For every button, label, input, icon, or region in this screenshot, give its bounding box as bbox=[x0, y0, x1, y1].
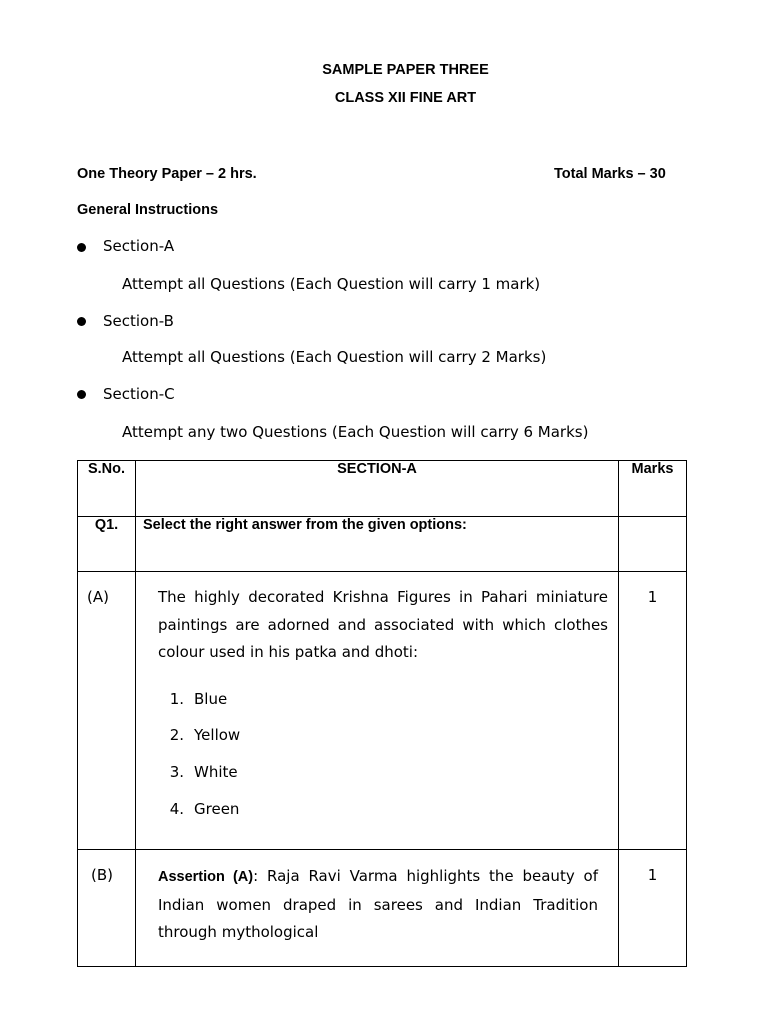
table-header-row bbox=[78, 461, 687, 517]
option-number: 1. bbox=[169, 689, 184, 708]
option-number: 3. bbox=[169, 762, 184, 781]
option-text: Yellow bbox=[194, 726, 241, 745]
section-c-label: Section-C bbox=[103, 385, 175, 403]
bullet-icon bbox=[77, 390, 86, 399]
question-a-text: The highly decorated Krishna Figures in Pahari miniature paintings are adorned and associated with which clothes colour used in his patka and dhoti: bbox=[158, 588, 608, 661]
table-row bbox=[78, 517, 687, 572]
question-a-options bbox=[158, 688, 608, 835]
paper-duration: One Theory Paper – 2 hrs. bbox=[77, 166, 257, 182]
question-b-body bbox=[136, 850, 619, 967]
section-b-label: Section-B bbox=[103, 312, 174, 330]
question-marks: 1 bbox=[619, 572, 687, 850]
question-table bbox=[77, 460, 687, 967]
paper-title: SAMPLE PAPER THREE bbox=[322, 62, 489, 78]
question-marks: 1 bbox=[619, 850, 687, 967]
list-item bbox=[158, 798, 608, 835]
option-number: 2. bbox=[169, 726, 184, 745]
section-a-label: Section-A bbox=[103, 237, 175, 255]
bullet-icon bbox=[77, 243, 86, 252]
option-text: Blue bbox=[194, 689, 228, 708]
question-a-body bbox=[136, 572, 619, 850]
instructions-heading: General Instructions bbox=[77, 202, 219, 218]
header-section: SECTION-A bbox=[136, 461, 619, 517]
marks-cell bbox=[619, 517, 687, 572]
question-label: (B) bbox=[78, 850, 136, 967]
list-item bbox=[158, 761, 608, 798]
section-b-detail: Attempt all Questions (Each Question will carry 2 Marks) bbox=[122, 348, 547, 366]
bullet-icon bbox=[77, 317, 86, 326]
list-item bbox=[158, 724, 608, 761]
header-marks: Marks bbox=[619, 461, 687, 517]
assertion-text: : Raja Ravi Varma highlights the beauty of Indian women draped in sarees and Indian Tradition through mythological bbox=[158, 867, 598, 941]
option-text: White bbox=[194, 762, 238, 781]
option-number: 4. bbox=[169, 799, 184, 818]
assertion-label: Assertion (A) bbox=[158, 869, 254, 885]
total-marks: Total Marks – 30 bbox=[554, 166, 666, 182]
section-c-detail: Attempt any two Questions (Each Question will carry 6 Marks) bbox=[122, 423, 589, 441]
table-row bbox=[78, 572, 687, 850]
class-subtitle: CLASS XII FINE ART bbox=[334, 90, 477, 106]
list-item bbox=[158, 688, 608, 725]
header-sno: S.No. bbox=[78, 461, 136, 517]
question-b-text bbox=[158, 863, 598, 947]
section-a-detail: Attempt all Questions (Each Question will carry 1 mark) bbox=[122, 275, 541, 293]
question-label: (A) bbox=[78, 572, 136, 850]
question-number: Q1. bbox=[78, 517, 136, 572]
table-row bbox=[78, 850, 687, 967]
question-instruction: Select the right answer from the given options: bbox=[136, 517, 619, 572]
option-text: Green bbox=[194, 799, 240, 818]
